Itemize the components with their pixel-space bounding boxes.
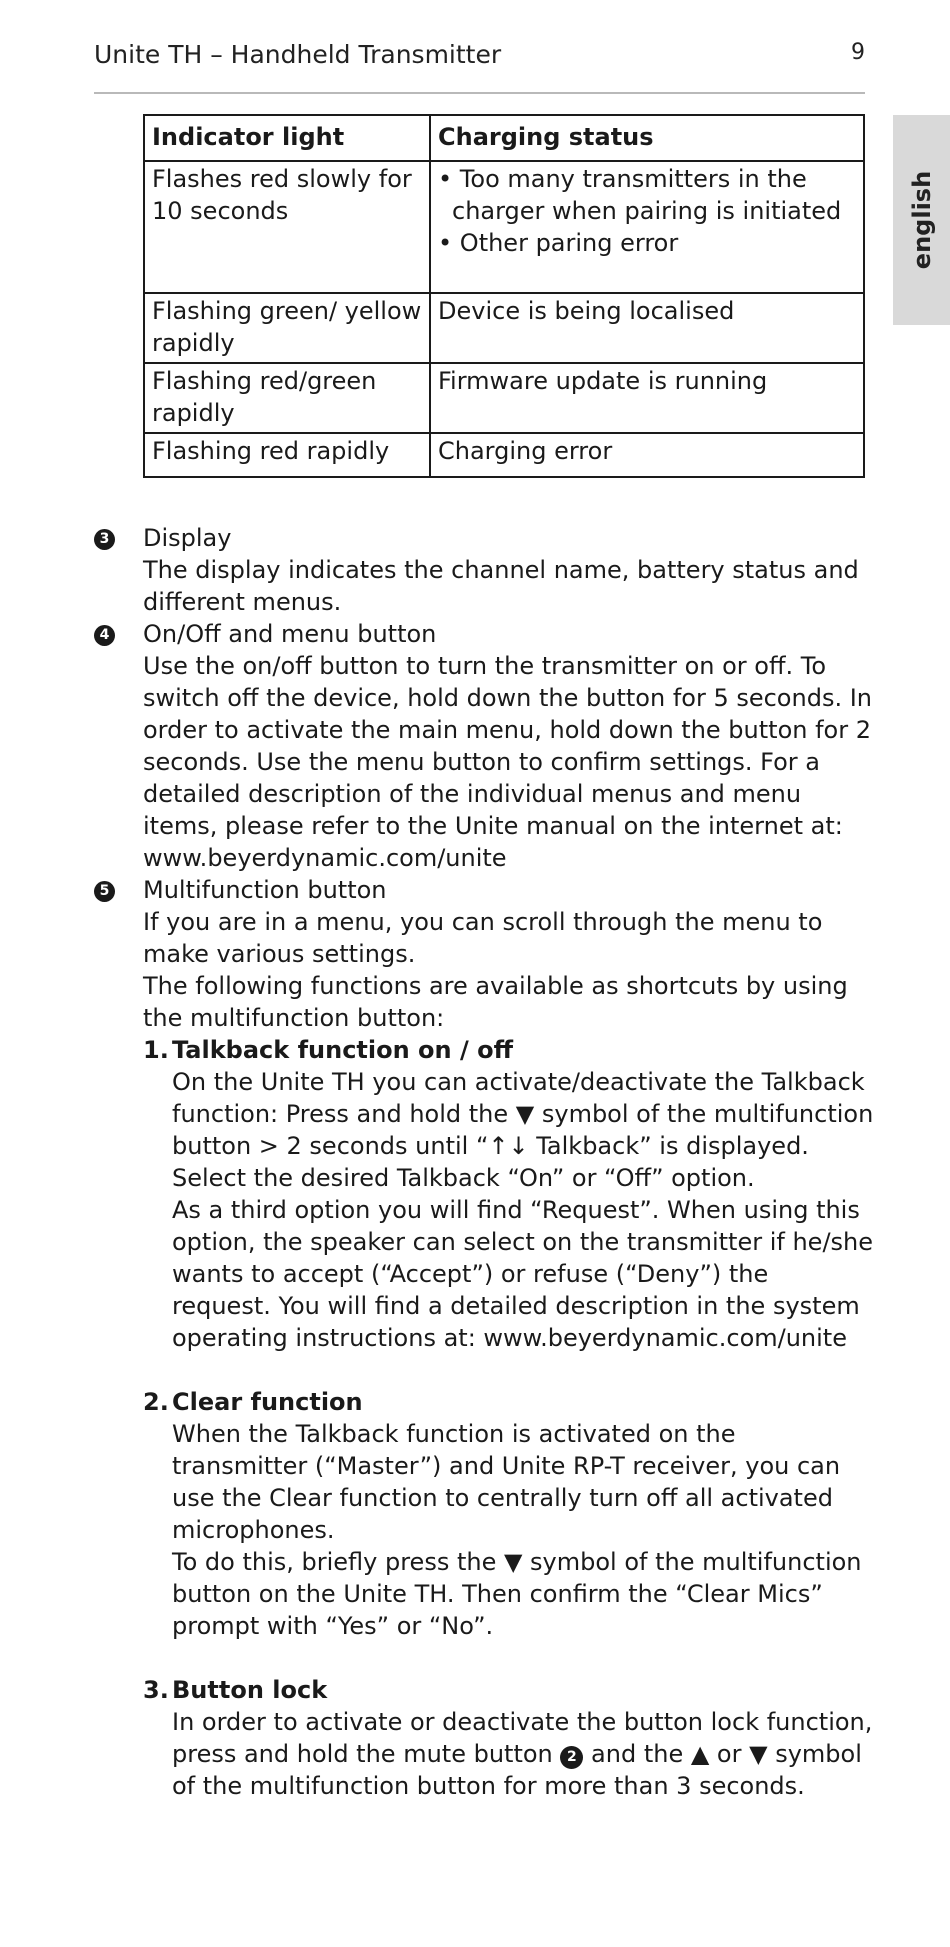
charging-status-cell: Device is being localised [430, 293, 864, 363]
function-text: To do this, briefly press the ▼ symbol of the multifunction button on the Unite TH. Then confirm the “Clear Mics” prompt with “Yes” or “No”. [172, 1548, 862, 1640]
language-tab [893, 115, 950, 325]
indicator-light-cell: Flashing red/green rapidly [144, 363, 430, 433]
function-title: Clear function [172, 1388, 363, 1416]
charging-status-cell: Firmware update is running [430, 363, 864, 433]
item-number-badge: 3 [94, 529, 115, 550]
item-text: Use the on/off button to turn the transmitter on or off. To switch off the device, hold down the button for 5 seconds. In order to activate the main menu, hold down the button for 2 seconds. Use the menu button to confirm settings. For a detailed description of the individual menus and menu items, please refer to the Unite manual on the internet at: www.beyerdynamic.com/unite [143, 652, 872, 872]
table-row [144, 293, 864, 363]
column-header: Indicator light [144, 115, 430, 161]
item-multifunction-button [94, 874, 874, 1802]
function-title: Button lock [172, 1676, 328, 1704]
status-bullet-item: • Other paring error [438, 229, 679, 257]
function-text: As a third option you will find “Request”. When using this option, the speaker can select on the transmitter if he/she wants to accept (“Accept”) or refuse (“Deny”) the request. You will find a detailed description in the system operating instructions at: www.beyerdynamic.com/unite [172, 1196, 874, 1352]
item-text: If you are in a menu, you can scroll through the menu to make various settings. [143, 908, 823, 968]
function-button-lock [143, 1674, 874, 1802]
header-divider [94, 92, 865, 94]
indicator-light-cell: Flashing green/ yellow rapidly [144, 293, 430, 363]
language-tab-label: english [907, 170, 936, 270]
column-header: Charging status [430, 115, 864, 161]
item-text: The display indicates the channel name, battery status and different menus. [143, 556, 859, 616]
table-header-row [144, 115, 864, 161]
function-number: 1. [143, 1036, 169, 1064]
indicator-status-table [143, 114, 865, 478]
function-text: In order to activate or deactivate the button lock function, press and hold the mute button 2 and the ▲ or ▼ symbol of the multifunction button for more than 3 seconds. [172, 1708, 873, 1800]
function-title: Talkback function on / off [172, 1036, 514, 1064]
indicator-light-cell: Flashing red rapidly [144, 433, 430, 477]
item-display [94, 522, 874, 618]
charging-status-cell [430, 161, 864, 293]
item-title: Multifunction button [143, 876, 387, 904]
table-row [144, 161, 864, 293]
item-title: On/Off and menu button [143, 620, 437, 648]
header-title: Unite TH – Handheld Transmitter [94, 40, 502, 69]
table-row [144, 433, 864, 477]
charging-status-cell: Charging error [430, 433, 864, 477]
item-on-off-menu-button [94, 618, 874, 874]
function-text: On the Unite TH you can activate/deactivate the Talkback function: Press and hold the ▼ symbol of the multifunction button > 2 seconds until “↑↓ Talkback” is displayed. Select the desired Talkback “On” or “Off” option. [172, 1068, 874, 1192]
indicator-light-cell: Flashes red slowly for 10 seconds [144, 161, 430, 293]
function-number: 3. [143, 1676, 169, 1704]
function-talkback [143, 1034, 874, 1354]
function-text: When the Talkback function is activated on the transmitter (“Master”) and Unite RP-T receiver, you can use the Clear function to centrally turn off all activated microphones. [172, 1420, 841, 1544]
page-number: 9 [851, 40, 865, 65]
function-number: 2. [143, 1388, 169, 1416]
item-number-badge: 5 [94, 881, 115, 902]
item-number-badge: 4 [94, 625, 115, 646]
item-text: The following functions are available as shortcuts by using the multifunction button: [143, 972, 848, 1032]
function-clear [143, 1386, 874, 1642]
mute-button-ref-badge: 2 [560, 1746, 583, 1769]
status-bullet-item: • Too many transmitters in the charger when pairing is initiated [438, 165, 842, 225]
item-title: Display [143, 524, 232, 552]
table-row [144, 363, 864, 433]
body-text [94, 522, 874, 1802]
